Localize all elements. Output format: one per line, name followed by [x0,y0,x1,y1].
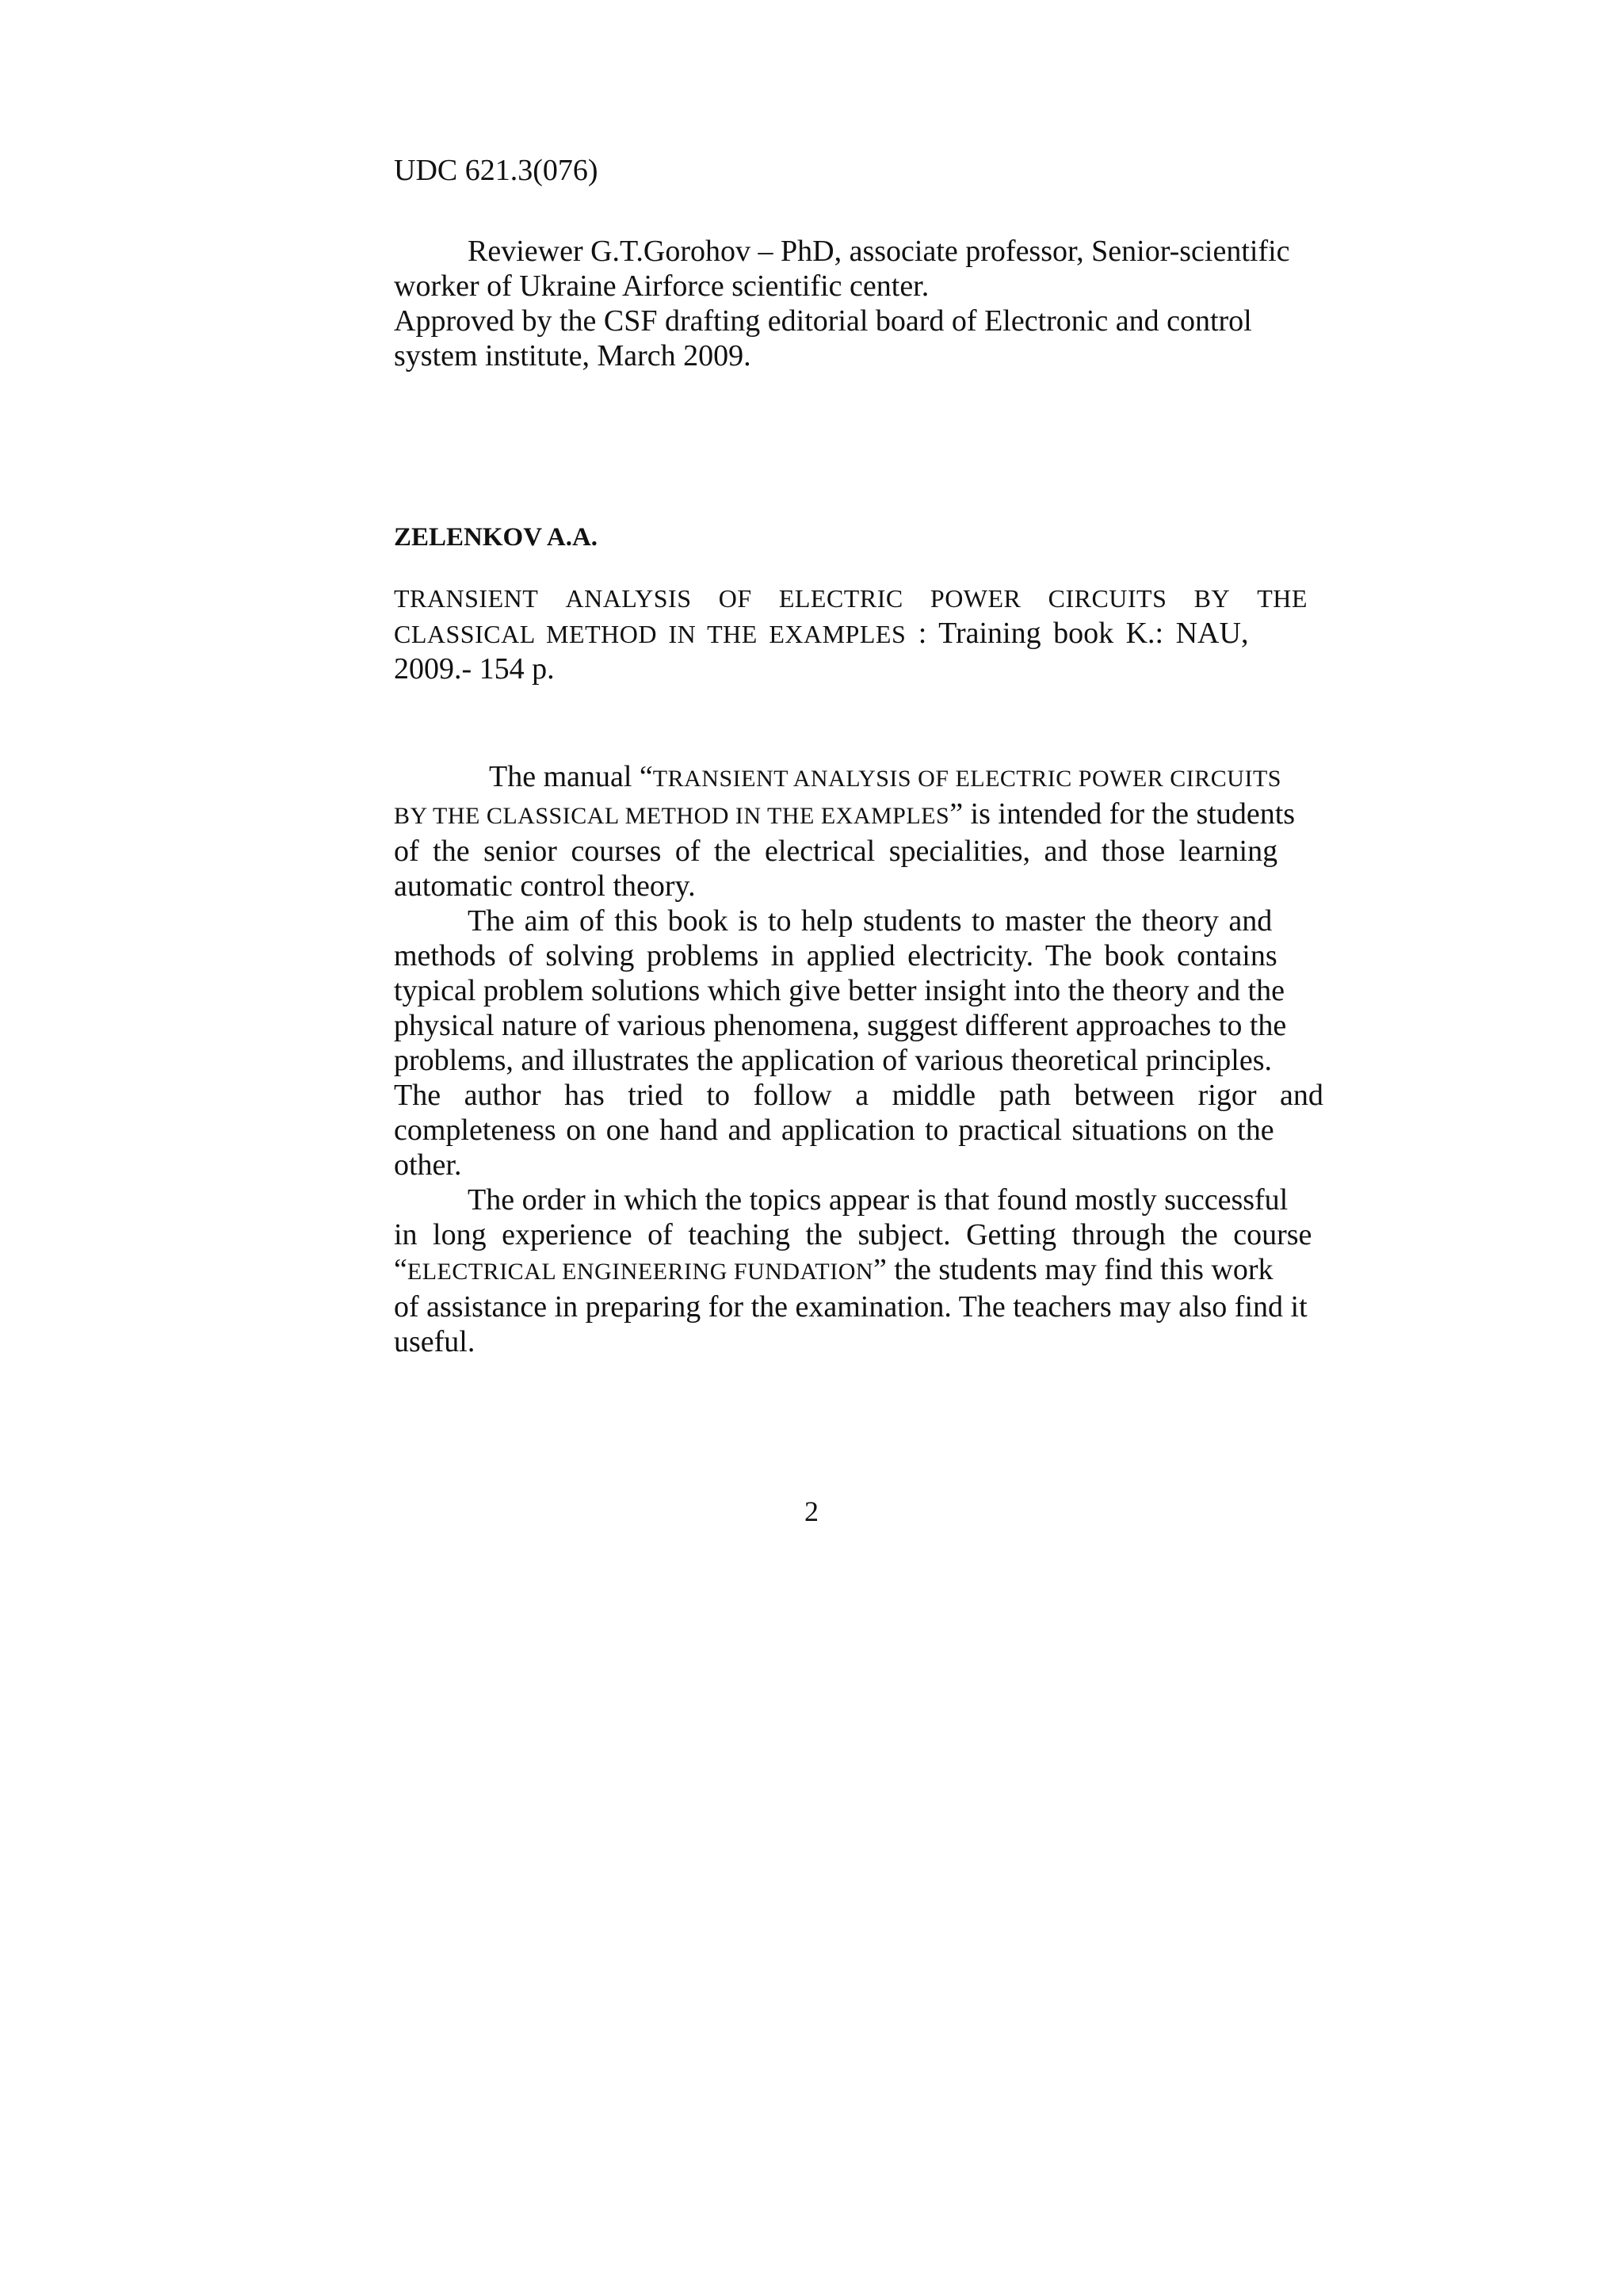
bib-word: BY [1193,584,1231,613]
abstract-p2-line-5: problems, and illustrates the application of various theoretical principles. [394,1044,1273,1077]
bib-word: OF [718,584,752,613]
abstract-p1-line-2 [394,797,1308,834]
udc-text: UDC 621.3(076) [394,154,598,187]
bib-word: THE [1257,584,1308,613]
bib-word: POWER [930,584,1022,613]
abstract-p1-caps: TRANSIENT ANALYSIS OF ELECTRIC POWER CIRCUITS [652,766,1281,792]
author-name [394,521,1308,553]
bib-word: CIRCUITS [1048,584,1167,613]
author-text: ZELENKOV A.A. [394,523,598,552]
udc-code [394,153,1308,188]
bib-publisher: : Training book K.: NAU, [918,617,1249,650]
bib-title-line-2 [394,616,1308,651]
abstract-p1-after: ” is intended for the students [949,797,1296,831]
reviewer-line-1: Reviewer G.T.Gorohov – PhD, associate professor, Senior-scientific [468,235,1290,268]
abstract-p1-line-3: of the senior courses of the electrical specialities, and those learning [394,835,1278,868]
abstract-p1-start: The manual “ [489,760,653,793]
abstract-p3-line-4: of assistance in preparing for the examination. The teachers may also find it [394,1290,1308,1324]
approval-line-2: system institute, March 2009. [394,339,751,372]
reviewer-line-2: worker of Ukraine Airforce scientific center. [394,269,930,303]
bibliographic-entry [394,581,1308,686]
page-number: 2 [804,1496,819,1527]
abstract-p3-line-5: useful. [394,1325,475,1358]
abstract-p3-line-3 [394,1252,1308,1289]
abstract-p1-line-1 [394,759,1308,797]
abstract-p2-line-4: physical nature of various phenomena, suggest different approaches to the [394,1009,1287,1042]
abstract-p3-rest: ” the students may find this work [873,1253,1274,1286]
bib-word: ANALYSIS [565,584,692,613]
abstract-p3-line-1: The order in which the topics appear is that found mostly successful [468,1183,1289,1217]
abstract-p1-caps-2: BY THE CLASSICAL METHOD IN THE EXAMPLES [394,803,950,829]
bib-word: TRANSIENT [394,584,539,613]
abstract-p2-line-6: The author has tried to follow a middle path between rigor and [394,1079,1323,1112]
bib-title-line-3: 2009.- 154 p. [394,652,555,686]
abstract-p3-line-2: in long experience of teaching the subject. Getting through the course [394,1218,1312,1251]
abstract-p3-quote: “ [394,1253,407,1286]
bib-title-caps: CLASSICAL METHOD IN THE EXAMPLES [394,620,907,648]
abstract-p2-line-1: The aim of this book is to help students to master the theory and [468,904,1273,938]
abstract-p2-line-7: completeness on one hand and application to practical situations on the [394,1114,1274,1147]
reviewer-block [394,234,1308,373]
abstract-p2-line-2: methods of solving problems in applied electricity. The book contains [394,939,1277,972]
abstract-p1-line-4: automatic control theory. [394,869,696,903]
abstract-p2-line-3: typical problem solutions which give better insight into the theory and the [394,974,1285,1007]
approval-line-1: Approved by the CSF drafting editorial board of Electronic and control [394,304,1252,338]
abstract-p3-caps: ELECTRICAL ENGINEERING FUNDATION [407,1259,874,1285]
abstract-body [394,759,1323,1359]
abstract-p2-line-8: other. [394,1148,462,1182]
bib-title-line-1 [394,581,1308,616]
bib-word: ELECTRIC [778,584,903,613]
